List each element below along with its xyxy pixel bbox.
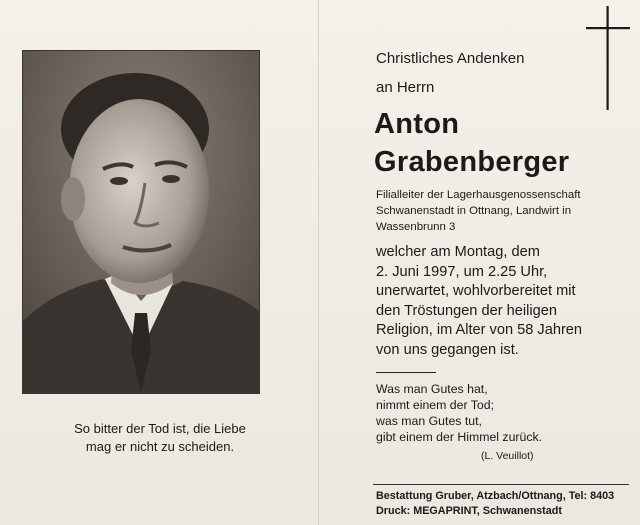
obituary-line: welcher am Montag, dem	[376, 244, 540, 260]
obituary-line: den Tröstungen der heiligen	[376, 302, 557, 319]
footer-line: Druck: MEGAPRINT, Schwanenstadt	[376, 505, 562, 517]
portrait-photo	[22, 50, 260, 394]
obituary-text	[376, 243, 638, 360]
poem	[376, 381, 542, 445]
obituary-line: 2. Juni 1997, um 2.25 Uhr,	[376, 263, 548, 280]
occupation-line: Schwanenstadt in Ottnang, Landwirt in	[376, 205, 572, 217]
latin-cross-icon	[586, 6, 630, 110]
footer	[376, 489, 614, 519]
poem-author: (L. Veuillot)	[481, 450, 534, 462]
card-fold-divider	[318, 0, 319, 525]
occupation-line: Filialleiter der Lagerhausgenossenschaft	[376, 189, 581, 201]
poem-line: nimmt einem der Tod;	[376, 398, 495, 412]
poem-line: was man Gutes tut,	[376, 414, 482, 428]
left-quote	[10, 420, 310, 456]
deceased-first-name: Anton	[374, 108, 460, 140]
footer-line: Bestattung Gruber, Atzbach/Ottnang, Tel: 8403	[376, 490, 615, 502]
occupation-text	[376, 187, 638, 235]
left-quote-line: So bitter der Tod ist, die Liebe	[74, 421, 246, 436]
heading-line: Christliches Andenken	[376, 50, 525, 67]
heading-line: an Herrn	[376, 79, 435, 96]
poem-line: gibt einem der Himmel zurück.	[376, 430, 543, 444]
obituary-line: von uns gegangen ist.	[376, 341, 519, 358]
obituary-line: unerwartet, wohlvorbereitet mit	[376, 283, 576, 299]
obituary-line: Religion, im Alter von 58 Jahren	[376, 322, 583, 338]
section-rule	[376, 372, 436, 373]
portrait-illustration	[23, 51, 259, 393]
deceased-last-name: Grabenberger	[374, 146, 570, 178]
left-quote-line: mag er nicht zu scheiden.	[85, 439, 235, 454]
footer-rule	[373, 484, 629, 485]
poem-line: Was man Gutes hat,	[376, 382, 488, 396]
occupation-line: Wassenbrunn 3	[376, 221, 456, 233]
